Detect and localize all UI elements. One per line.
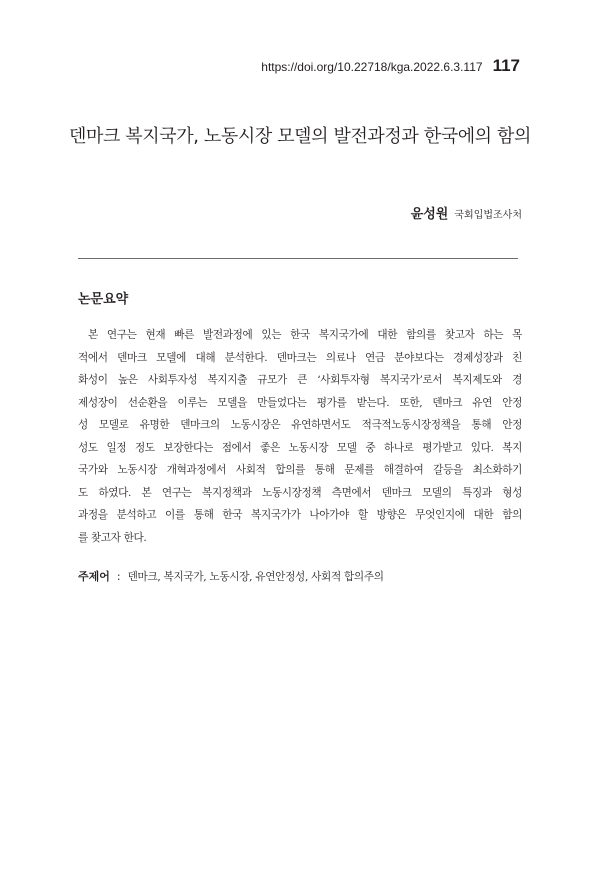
- keywords-block: [78, 568, 384, 584]
- abstract-line: 제성장이 선순환을 이루는 모델을 만들었다는 평가를 받는다. 또한, 덴마크 유연 안정: [78, 396, 522, 409]
- abstract-line: 성 모델로 유명한 덴마크의 노동시장은 유연하면서도 적극적노동시장정책을 통해 안정: [78, 419, 522, 431]
- abstract-line: 과정을 분석하고 이를 통해 한국 복지국가가 나아가야 할 방향은 무엇인지에 대한 함의: [78, 509, 522, 521]
- abstract-body: [78, 324, 522, 549]
- abstract-line: 도 하였다. 본 연구는 복지정책과 노동시장정책 측면에서 덴마크 모델의 특징과 형성: [78, 486, 522, 499]
- author-block: [411, 203, 522, 222]
- doi-link[interactable]: https://doi.org/10.22718/kga.2022.6.3.117: [261, 60, 483, 74]
- keywords-values: 덴마크, 복지국가, 노동시장, 유연안정성, 사회적 합의주의: [127, 571, 384, 583]
- page-number: 117: [492, 56, 520, 75]
- abstract-heading: 논문요약: [78, 292, 129, 307]
- title-divider: [78, 258, 518, 259]
- abstract-line: 본 연구는 현재 빠른 발전과정에 있는 한국 복지국가에 대한 함의를 찾고자 하는 목: [88, 329, 522, 341]
- abstract-line: 성도 일정 정도 보장한다는 점에서 좋은 노동시장 모델 중 하나로 평가받고 있다. 복지: [78, 441, 522, 454]
- page-header: [261, 56, 520, 76]
- paper-title: 덴마크 복지국가, 노동시장 모델의 발전과정과 한국에의 함의: [69, 126, 531, 147]
- keywords-separator: :: [116, 570, 121, 583]
- abstract-line: 적에서 덴마크 모델에 대해 분석한다. 덴마크는 의료나 연금 분야보다는 경제성장과 친: [78, 351, 522, 364]
- keywords-label: 주제어: [78, 570, 110, 583]
- author-name: 윤성원: [410, 207, 449, 222]
- abstract-line: 화성이 높은 사회투자성 복지지출 규모가 큰 ‘사회투자형 복지국가’로서 복지제도와 경: [78, 374, 522, 386]
- author-affiliation: 국회입법조사처: [454, 210, 522, 221]
- abstract-line: 국가와 노동시장 개혁과정에서 사회적 합의를 통해 문제를 해결하여 갈등을 최소화하기: [78, 464, 522, 476]
- abstract-line: 를 찾고자 한다.: [78, 531, 147, 544]
